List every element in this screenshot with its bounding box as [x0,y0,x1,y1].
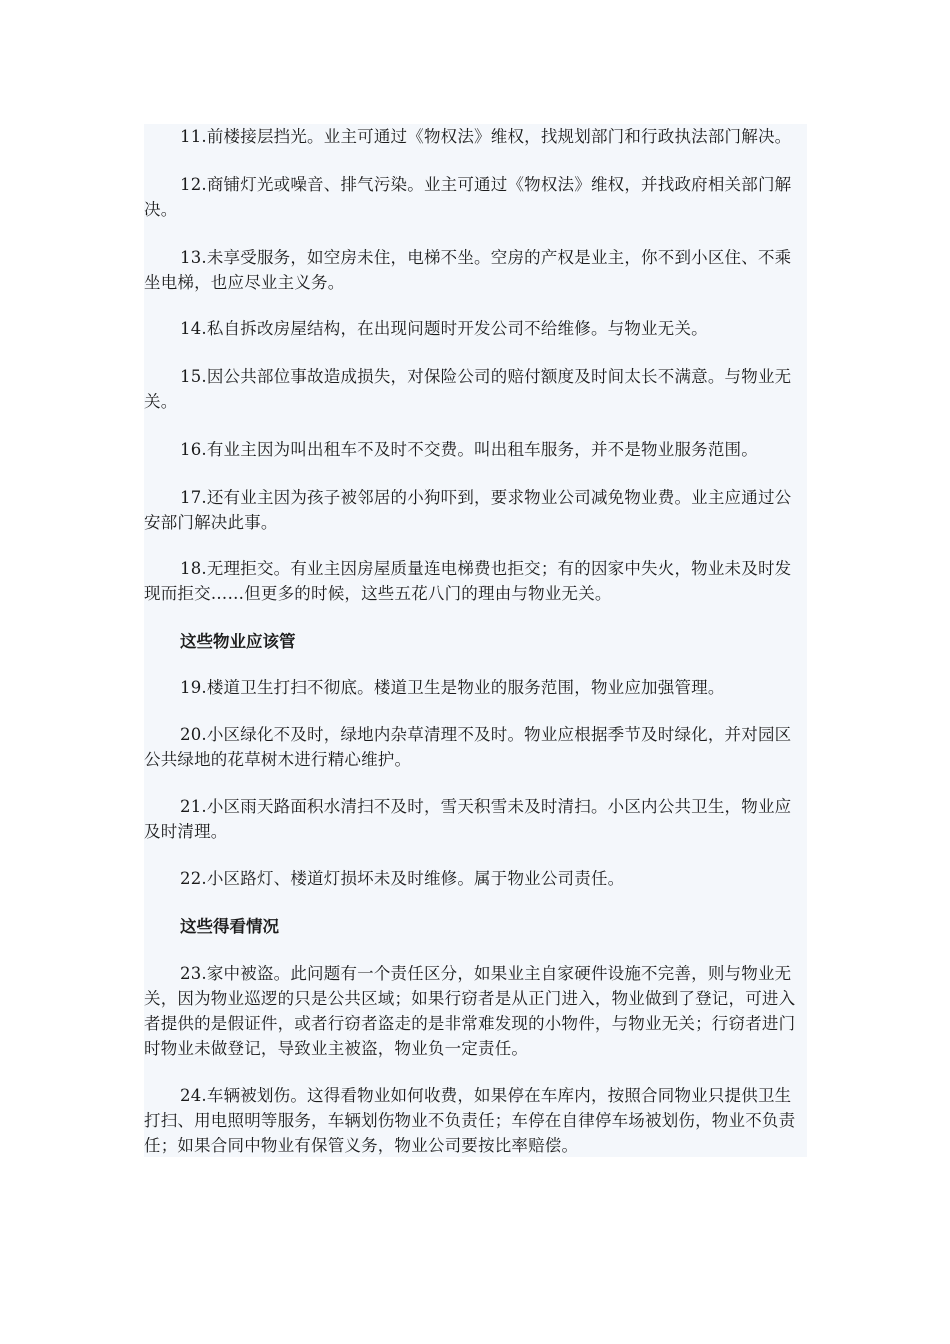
paragraph-14: 14.私自拆改房屋结构，在出现问题时开发公司不给维修。与物业无关。 [180,319,708,338]
section-heading-should-manage: 这些物业应该管 [180,632,296,651]
paragraph-15: 15.因公共部位事故造成损失，对保险公司的赔付额度及时间太长不满意。与物业无关。 [144,367,792,411]
paragraph-20: 20.小区绿化不及时，绿地内杂草清理不及时。物业应根据季节及时绿化，并对园区公共绿地的花草树木进行精心维护。 [144,725,792,769]
paragraph-13: 13.未享受服务，如空房未住，电梯不坐。空房的产权是业主，你不到小区住、不乘坐电梯，也应尽业主义务。 [144,248,792,292]
paragraph-11: 11.前楼接层挡光。业主可通过《物权法》维权，找规划部门和行政执法部门解决。 [180,127,792,146]
paragraph-16: 16.有业主因为叫出租车不及时不交费。叫出租车服务，并不是物业服务范围。 [180,440,758,459]
paragraph-19: 19.楼道卫生打扫不彻底。楼道卫生是物业的服务范围，物业应加强管理。 [180,678,725,697]
article-body [144,124,807,1157]
paragraph-21: 21.小区雨天路面积水清扫不及时，雪天积雪未及时清扫。小区内公共卫生，物业应及时清理。 [144,797,792,841]
paragraph-24: 24.车辆被划伤。这得看物业如何收费，如果停在车库内，按照合同物业只提供卫生打扫、用电照明等服务，车辆划伤物业不负责任；车停在自律停车场被划伤，物业不负责任；如果合同中物业有保管义务，物业公司要按比率赔偿。 [144,1086,796,1155]
paragraph-18: 18.无理拒交。有业主因房屋质量连电梯费也拒交；有的因家中失火，物业未及时发现而拒交……但更多的时候，这些五花八门的理由与物业无关。 [144,559,792,603]
paragraph-17: 17.还有业主因为孩子被邻居的小狗吓到，要求物业公司减免物业费。业主应通过公安部门解决此事。 [144,488,792,532]
paragraph-23: 23.家中被盗。此问题有一个责任区分，如果业主自家硬件设施不完善，则与物业无关，因为物业巡逻的只是公共区域；如果行窃者是从正门进入，物业做到了登记，可进入者提供的是假证件，或者行窃者盗走的是非常难发现的小物件，与物业无关；行窃者进门时物业未做登记，导致业主被盗，物业负一定责任。 [144,964,796,1058]
section-heading-depends: 这些得看情况 [180,917,279,936]
paragraph-12: 12.商铺灯光或噪音、排气污染。业主可通过《物权法》维权，并找政府相关部门解决。 [144,175,792,219]
paragraph-22: 22.小区路灯、楼道灯损坏未及时维修。属于物业公司责任。 [180,869,625,888]
